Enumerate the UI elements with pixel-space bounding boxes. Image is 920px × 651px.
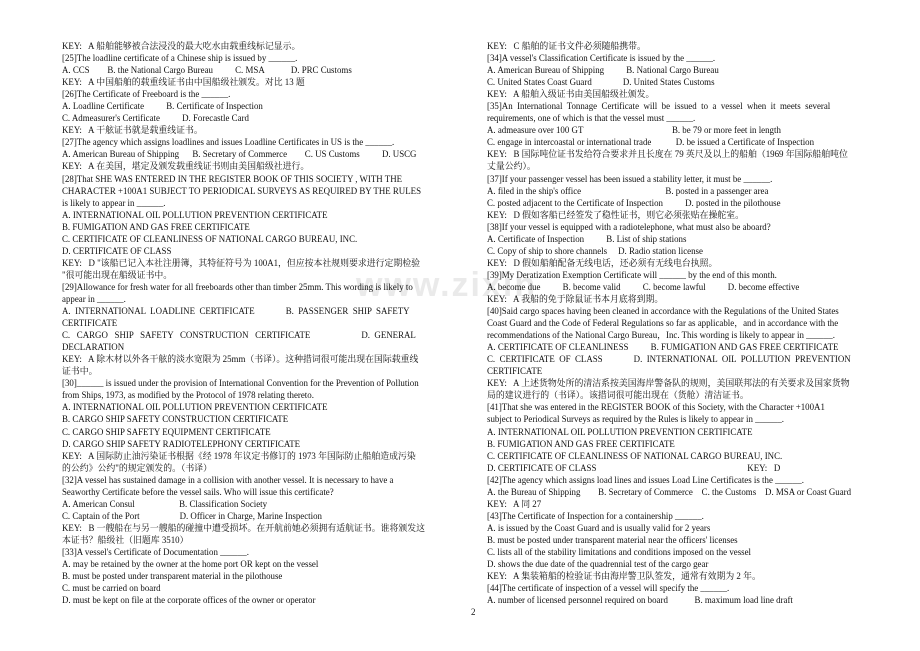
text-line: KEY: A 集装箱船的检验证书由海岸警卫队签发，通常有效期为 2 年。 [487,571,761,582]
text-line: requirements, one of which is that the vessel must ______. [487,113,696,124]
text-line: A. the Bureau of Shipping B. Secretary of Commerce C. the Customs D. MSA or Coast Guard [487,486,852,497]
text-line: B. FUMIGATION AND GAS FREE CERTIFICATE [62,221,250,232]
text-line: DECLARATION [62,342,125,353]
text-line: C. CERTIFICATE OF CLASS D. INTERNATIONAL OIL POLLUTION PREVENTION [487,354,851,365]
text-line: KEY: A 除木材以外各干舷的淡水宽限为 25mm（书译）。这种措词很可能出现在国际载重线 [62,354,419,365]
text-line: KEY: D 假如船舶配备无线电话，还必须有无线电台执照。 [487,257,718,268]
text-line: [33]A vessel's Certificate of Documentation ______. [62,546,249,557]
text-line: KEY: B 一艘船在与另一艘船的碰撞中遭受损坏。在开航前她必须拥有适航证书。谁将颁发这 [62,522,426,533]
text-line: KEY: A 我船的免于除鼠证书本月底将到期。 [487,293,664,304]
text-line: [32]A vessel has sustained damage in a collision with another vessel. It is necessary to have a [62,474,394,485]
text-line: CERTIFICATE [487,366,543,377]
text-line: KEY: A 上述货物处所的清洁系按美国海岸警备队的规则，美国联邦法的有关要求及国家货物 [487,378,850,389]
text-line: [27]The agency which assigns loadlines and issues Loadline Certificates in US is the ______. [62,137,395,148]
text-line: A. American Bureau of Shipping B. Secretary of Commerce C. US Customs D. USCG [62,149,417,160]
text-line: recommendations of the National Cargo Bureau，Inc. This wording is likely to appear in ______. [487,330,835,341]
text-line: A. American Bureau of Shipping B. National Cargo Bureau [487,65,719,76]
text-line: C. must be carried on board [62,583,161,594]
text-line: C. Admeasurer's Certificate D. Forecastle Card [62,113,249,124]
text-line: Seaworthy Certificate before the vessel sails. Who will issue this certificate? [62,486,334,497]
text-line: B. must be posted under transparent material near the officers' licenses [487,534,738,545]
text-line: KEY: B 国际吨位证书发给符合要求并且长度在 79 英尺及以上的船舶（1969 年国际船舶吨位 [487,149,848,160]
text-line: CHARACTER +100A1 SUBJECT TO PERIODICAL SURVEYS AS REQUIRED BY THE RULES [62,185,421,196]
text-line: B. must be posted under transparent material in the pilothouse [62,571,283,582]
text-line: C. United States Coast Guard D. United States Customs [487,77,715,88]
text-line: A. is issued by the Coast Guard and is usually valid for 2 years [487,522,711,533]
text-line: [28]That SHE WAS ENTERED IN THE REGISTER BOOK OF THIS SOCIETY , WITH THE [62,173,403,184]
text-line: KEY: A 船舶能够被合法浸没的最大吃水由载重线标记显示。 [62,41,301,51]
text-line: [37]If your passenger vessel has been issued a stability letter, it must be ______. [487,173,773,184]
text-line: C. lists all of the stability limitations and conditions imposed on the vessel [487,546,752,557]
text-line: A. Loadline Certificate B. Certificate of Inspection [62,101,263,112]
right-column [487,40,890,606]
text-line: [34]A vessel's Classification Certificate is issued by the ______. [487,53,716,64]
text-line: KEY: A 中国船舶的载重线证书由中国船级社颁发。对比 13 题 [62,77,305,88]
text-line: [44]The certificate of inspection of a vessel will specify the ______. [487,583,730,594]
text-line: A. CERTIFICATE OF CLEANLINESS B. FUMIGATION AND GAS FREE CERTIFICATE [487,342,839,353]
text-line: A. American Consul B. Classification Society [62,498,268,509]
text-line: [40]Said cargo spaces having been cleaned in accordance with the Regulations of the United States [487,306,839,317]
text-line: A. filed in the ship's office B. posted in a passenger area [487,185,769,196]
text-line: C. CERTIFICATE OF CLEANLINESS OF NATIONAL CARGO BUREAU, INC. [487,450,783,461]
text-line: A. become due B. become valid C. become lawful D. become effective [487,281,800,292]
text-line: A. number of licensed personnel required on board B. maximum load line draft [487,595,793,606]
text-line: C. Copy of ship to shore channels D. Radio station license [487,245,703,256]
text-line: [38]If your vessel is equipped with a radiotelephone, what must also be aboard? [487,221,771,232]
text-line: B. CARGO SHIP SAFETY CONSTRUCTION CERTIFICATE [62,414,289,425]
text-line: D. CERTIFICATE OF CLASS KEY: D [487,462,781,473]
text-line: C. Captain of the Port D. Officer in Charge, Marine Inspection [62,510,322,521]
text-line: KEY: A 同 27 [487,498,542,509]
text-line: B. FUMIGATION AND GAS FREE CERTIFICATE [487,438,675,449]
left-column [62,40,465,606]
text-line: [35]An International Tonnage Certificate will be issued to a vessel when it meets several [487,101,831,112]
text-line: CERTIFICATE [62,318,118,329]
text-line: [42]The agency which assigns load lines and issues Load Line Certificates is the ______. [487,474,804,485]
text-line: KEY: A 船舶入级证书由美国船级社颁发。 [487,89,655,100]
text-line: KEY: A 国际防止油污染证书根据《经 1978 年议定书修订的 1973 年国际防止船舶造成污染 [62,450,416,461]
text-line: KEY: C 船舶的证书文件必须随船携带。 [487,41,646,51]
text-line: KEY: A 在美国，堪定及颁发载重线证书则由美国船级社进行。 [62,161,310,172]
text-line: KEY: D "该船已记入本社注册簿，其特征符号为 100A1，但应按本社规则要求进行定期检验 [62,257,421,268]
text-line: C. CERTIFICATE OF CLEANLINESS OF NATIONAL CARGO BUREAU, INC. [62,233,358,244]
text-line: 的公约》公约"的规定颁发的。（书译） [62,462,213,473]
text-line: KEY: D 假如客船已经签发了稳性证书，则它必须张贴在操舵室。 [487,209,745,220]
text-line: [43]The Certificate of Inspection for a containership ______. [487,510,704,521]
page-number: 2 [471,607,476,617]
text-line: 丈量公约）。 [487,161,536,172]
text-line: "很可能出现在船级证书中。 [62,269,173,280]
text-line: D. shows the due date of the quadrennial test of the cargo gear [487,559,709,570]
text-line: A. may be retained by the owner at the home port OR kept on the vessel [62,559,319,570]
text-line: Coast Guard and the Code of Federal Regulations so far as applicable，and in accordance with the [487,318,839,329]
text-line: A. CCS B. the National Cargo Bureau C. MSA D. PRC Customs [62,65,352,76]
text-line: C. CARGO SHIP SAFETY EQUIPMENT CERTIFICATE [62,426,271,437]
watermark: www.zixin [356,266,538,304]
text-line: D. CERTIFICATE OF CLASS [62,245,172,256]
text-line: C. CARGO SHIP SAFETY CONSTRUCTION CERTIFICATE D. GENERAL [62,330,416,341]
text-line: from Ships, 1973, as modified by the Protocol of 1978 relating thereto. [62,390,314,401]
text-line: A. INTERNATIONAL LOADLINE CERTIFICATE B. PASSENGER SHIP SAFETY [62,306,410,317]
text-line: 本证书？船级社（旧题库 3510） [62,534,189,545]
text-line: C. engage in intercoastal or international trade D. be issued a Certificate of Inspection [487,137,815,148]
text-line: [26]The Certificate of Freeboard is the ______. [62,89,231,100]
text-line: [29]Allowance for fresh water for all freeboards other than timber 25mm. This wording is likely to [62,281,413,292]
text-line: D. CARGO SHIP SAFETY RADIOTELEPHONY CERTIFICATE [62,438,301,449]
text-line: 局的建议进行的（书译）。该措词很可能出现在（货舱）清洁证书。 [487,390,749,401]
text-line: [39]My Deratization Exemption Certificate will ______ by the end of this month. [487,269,777,280]
text-line: [30]______ is issued under the provision of International Convention for the Prevention of Pollution [62,378,419,389]
text-line: is likely to appear in ______. [62,197,166,208]
text-line: A. admeasure over 100 GT B. be 79 or more feet in length [487,125,781,136]
text-line: [25]The loadline certificate of a Chinese ship is issued by ______. [62,53,298,64]
text-line: [41]That she was entered in the REGISTER BOOK of this Society, with the Character +100A1 [487,402,825,413]
text-line: A. INTERNATIONAL OIL POLLUTION PREVENTION CERTIFICATE [62,402,328,413]
text-line: C. posted adjacent to the Certificate of Inspection D. posted in the pilothouse [487,197,781,208]
text-line: A. INTERNATIONAL OIL POLLUTION PREVENTION CERTIFICATE [487,426,753,437]
text-line: D. must be kept on file at the corporate offices of the owner or operator [62,595,316,606]
text-line: A. INTERNATIONAL OIL POLLUTION PREVENTION CERTIFICATE [62,209,328,220]
text-line: subject to Periodical Surveys as required by the Rules is likely to appear in ______. [487,414,785,425]
text-line: appear in ______. [62,293,126,304]
text-line: A. Certificate of Inspection B. List of ship stations [487,233,687,244]
text-line: KEY: A 干舷证书就是载重线证书。 [62,125,203,136]
text-line: 证书中。 [62,366,98,377]
